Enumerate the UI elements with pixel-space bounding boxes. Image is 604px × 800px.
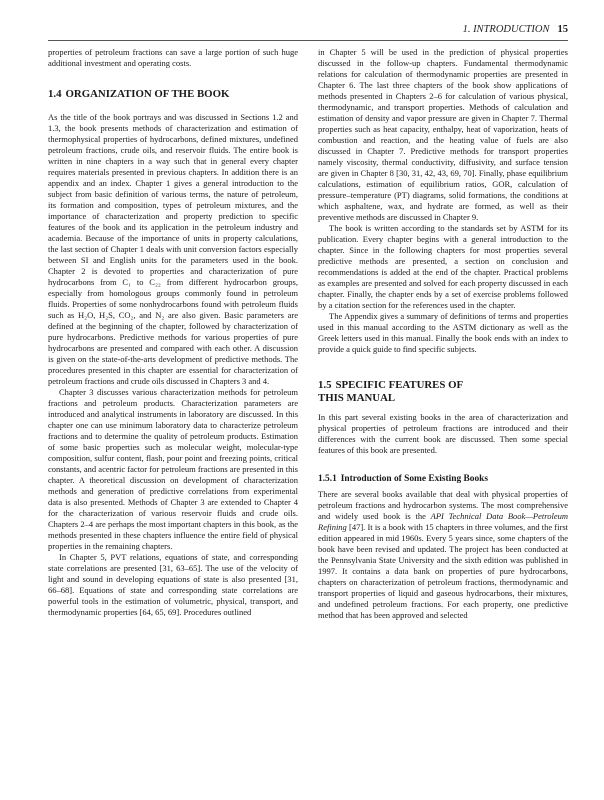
section-heading-1-5	[318, 379, 568, 404]
paragraph: Chapter 3 discusses various characterization methods for petroleum fractions and petroleum products. Characterization parameters are introduced and analytical instruments in laboratory are discussed. In this chapter one can use minimum laboratory data to characterize petroleum fractions and to determine the quality of petroleum products. Estimation of some basic properties such as molecular weight, molecular-type composition, sulfur content, flash, pour point and freezing points, critical constants, and acentric factor for petroleum fractions are presented in this chapter. A theoretical discussion on development of characterization methods and generation of predictive correlations from experimental data is also presented. Methods of Chapter 3 are extended to Chapter 4 for the characterization of various reservoir fluids and crude oils. Chapters 2–4 are perhaps the most important chapters in this book, as the methods presented in these chapters influence the entire field of physical properties in the remaining chapters.	[48, 386, 298, 552]
section-heading-1-4	[48, 88, 298, 101]
paragraph: The book is written according to the standards set by ASTM for its publication. Every chapter begins with a general introduction to the chapter. Since in the following chapters for most properties several predictive methods are presented, a section on conclusion and recommendations is added at the end of the chapter. Practical problems as examples are presented and solved for each property discussed in each chapter. Finally, the chapter ends by a set of exercise problems followed by a citation section for the references used in the chapter.	[318, 223, 568, 311]
section-title-line2: THIS MANUAL	[318, 391, 396, 404]
section-title-line1: SPECIFIC FEATURES OF	[335, 379, 464, 392]
book-title-italic: API Technical Data Book—Petroleum Refining	[318, 510, 568, 532]
paragraph: in Chapter 5 will be used in the prediction of physical properties discussed in the follow-up chapters. Fundamental thermodynamic relations for calculation of thermodynamic properties are presented in Chapter 6. The last three chapters of the book show applications of methods presented in Chapters 2–6 for calculation of various physical, thermodynamic, and transport properties. Methods of calculation and estimation of density and vapor pressure are given in Chapter 7. Thermal properties such as heat capacity, enthalpy, heat of vaporization, heats of combustion and reaction, and the heating value of fuels are also discussed in Chapter 7. Predictive methods for transport properties namely viscosity, thermal conductivity, diffusivity, and surface tension are given in Chapter 8 [30, 31, 42, 43, 69, 70]. Finally, phase equilibrium calculations, estimation of equilibrium ratios, GOR, calculation of pressure–temperature (PT) diagrams, solid formations, the conditions at which asphaltene, wax, and hydrate are formed, as well as their preventive methods are discussed in Chapter 9.	[318, 47, 568, 223]
section-number: 1.5	[318, 379, 332, 392]
paragraph: The Appendix gives a summary of definitions of terms and properties used in this manual according to the ASTM dictionary as well as the Greek letters used in this manual. Finally the book ends with an index to provide a quick guide to find specific subjects.	[318, 311, 568, 355]
paragraph: As the title of the book portrays and was discussed in Sections 1.2 and 1.3, the book presents methods of characterization and estimation of thermophysical properties of hydrocarbons, defined mixtures, undefined petroleum fractions, crude oils, and reservoir fluids. The entire book is written in nine chapters in a way such that in general every chapter requires materials presented in previous chapters. In addition there is an appendix and an index. Chapter 1 gives a general introduction to the subject from basic definition of various terms, the nature of petroleum, its formation and composition, types of petroleum mixtures, and the importance of characterization and property prediction to specific features of the book and its application in the petroleum industry and academia. Because of the importance of units in property calculations, the last section of Chapter 1 deals with unit conversion factors especially between SI and English units for the parameters used in the book. Chapter 2 is devoted to properties and characterization of pure hydrocarbons from C₁ to C₂₂ from different hydrocarbon groups, especially from homologous groups commonly found in petroleum fluids. Properties of some nonhydrocarbons found with petroleum fluids such as H₂O, H₂S, CO₂, and N₂ are also given. Basic parameters are defined at the beginning of the chapter, followed by characterization of pure hydrocarbons. Predictive methods for various properties of pure hydrocarbons are presented and compared with each other. A discussion is given on the state-of-the-arts development of predictive methods. The procedures presented in this chapter are essential for characterization of petroleum fractions and crude oils discussed in Chapters 3 and 4.	[48, 111, 298, 386]
left-column	[48, 47, 298, 767]
text-run: [47]. It is a book with 15 chapters in three volumes, and the first edition appeared in mid 1960s. Every 5 years since, some chapters of the book have been revised and updated. The project has been conducted at the Pennsylvania State University and the sixth edition was published in 1997. It contains a data bank on properties of pure hydrocarbons, chapters on characterization of petroleum fractions, thermodynamic and transport properties of liquid and gaseous hydrocarbons, their mixtures, and undefined petroleum fractions. For each property, one predictive method that has been approved and selected	[318, 521, 568, 620]
right-column	[318, 47, 568, 767]
subsection-heading-1-5-1	[318, 473, 568, 485]
subsection-title: Introduction of Some Existing Books	[340, 473, 488, 484]
paragraph: properties of petroleum fractions can save a large portion of such huge additional investment and operating costs.	[48, 47, 298, 69]
subsection-number: 1.5.1	[318, 473, 337, 484]
running-head	[463, 24, 568, 35]
section-number: 1.4	[48, 88, 62, 101]
paragraph: In Chapter 5, PVT relations, equations of state, and corresponding state correlations are presented [31, 63–65]. The use of the velocity of light and sound in developing equations of state is also presented [31, 66–68]. Equations of state and corresponding state correlations are powerful tools in the estimation of volumetric, physical, transport, and thermodynamic properties [64, 65, 69]. Procedures outlined	[48, 552, 298, 618]
page-number: 15	[557, 24, 568, 35]
header-rule	[48, 40, 568, 41]
paragraph: In this part several existing books in the area of characterization and physical properties of petroleum fractions are introduced and their differences with the current book are discussed. Then some special features of this book are presented.	[318, 412, 568, 456]
text-run: There are several books available that deal with physical properties of petroleum fractions and hydrocarbon systems. The most comprehensive and widely used book is the	[318, 488, 568, 521]
chapter-title: 1. INTRODUCTION	[462, 24, 550, 35]
paragraph	[318, 489, 568, 621]
section-title: ORGANIZATION OF THE BOOK	[65, 88, 230, 101]
